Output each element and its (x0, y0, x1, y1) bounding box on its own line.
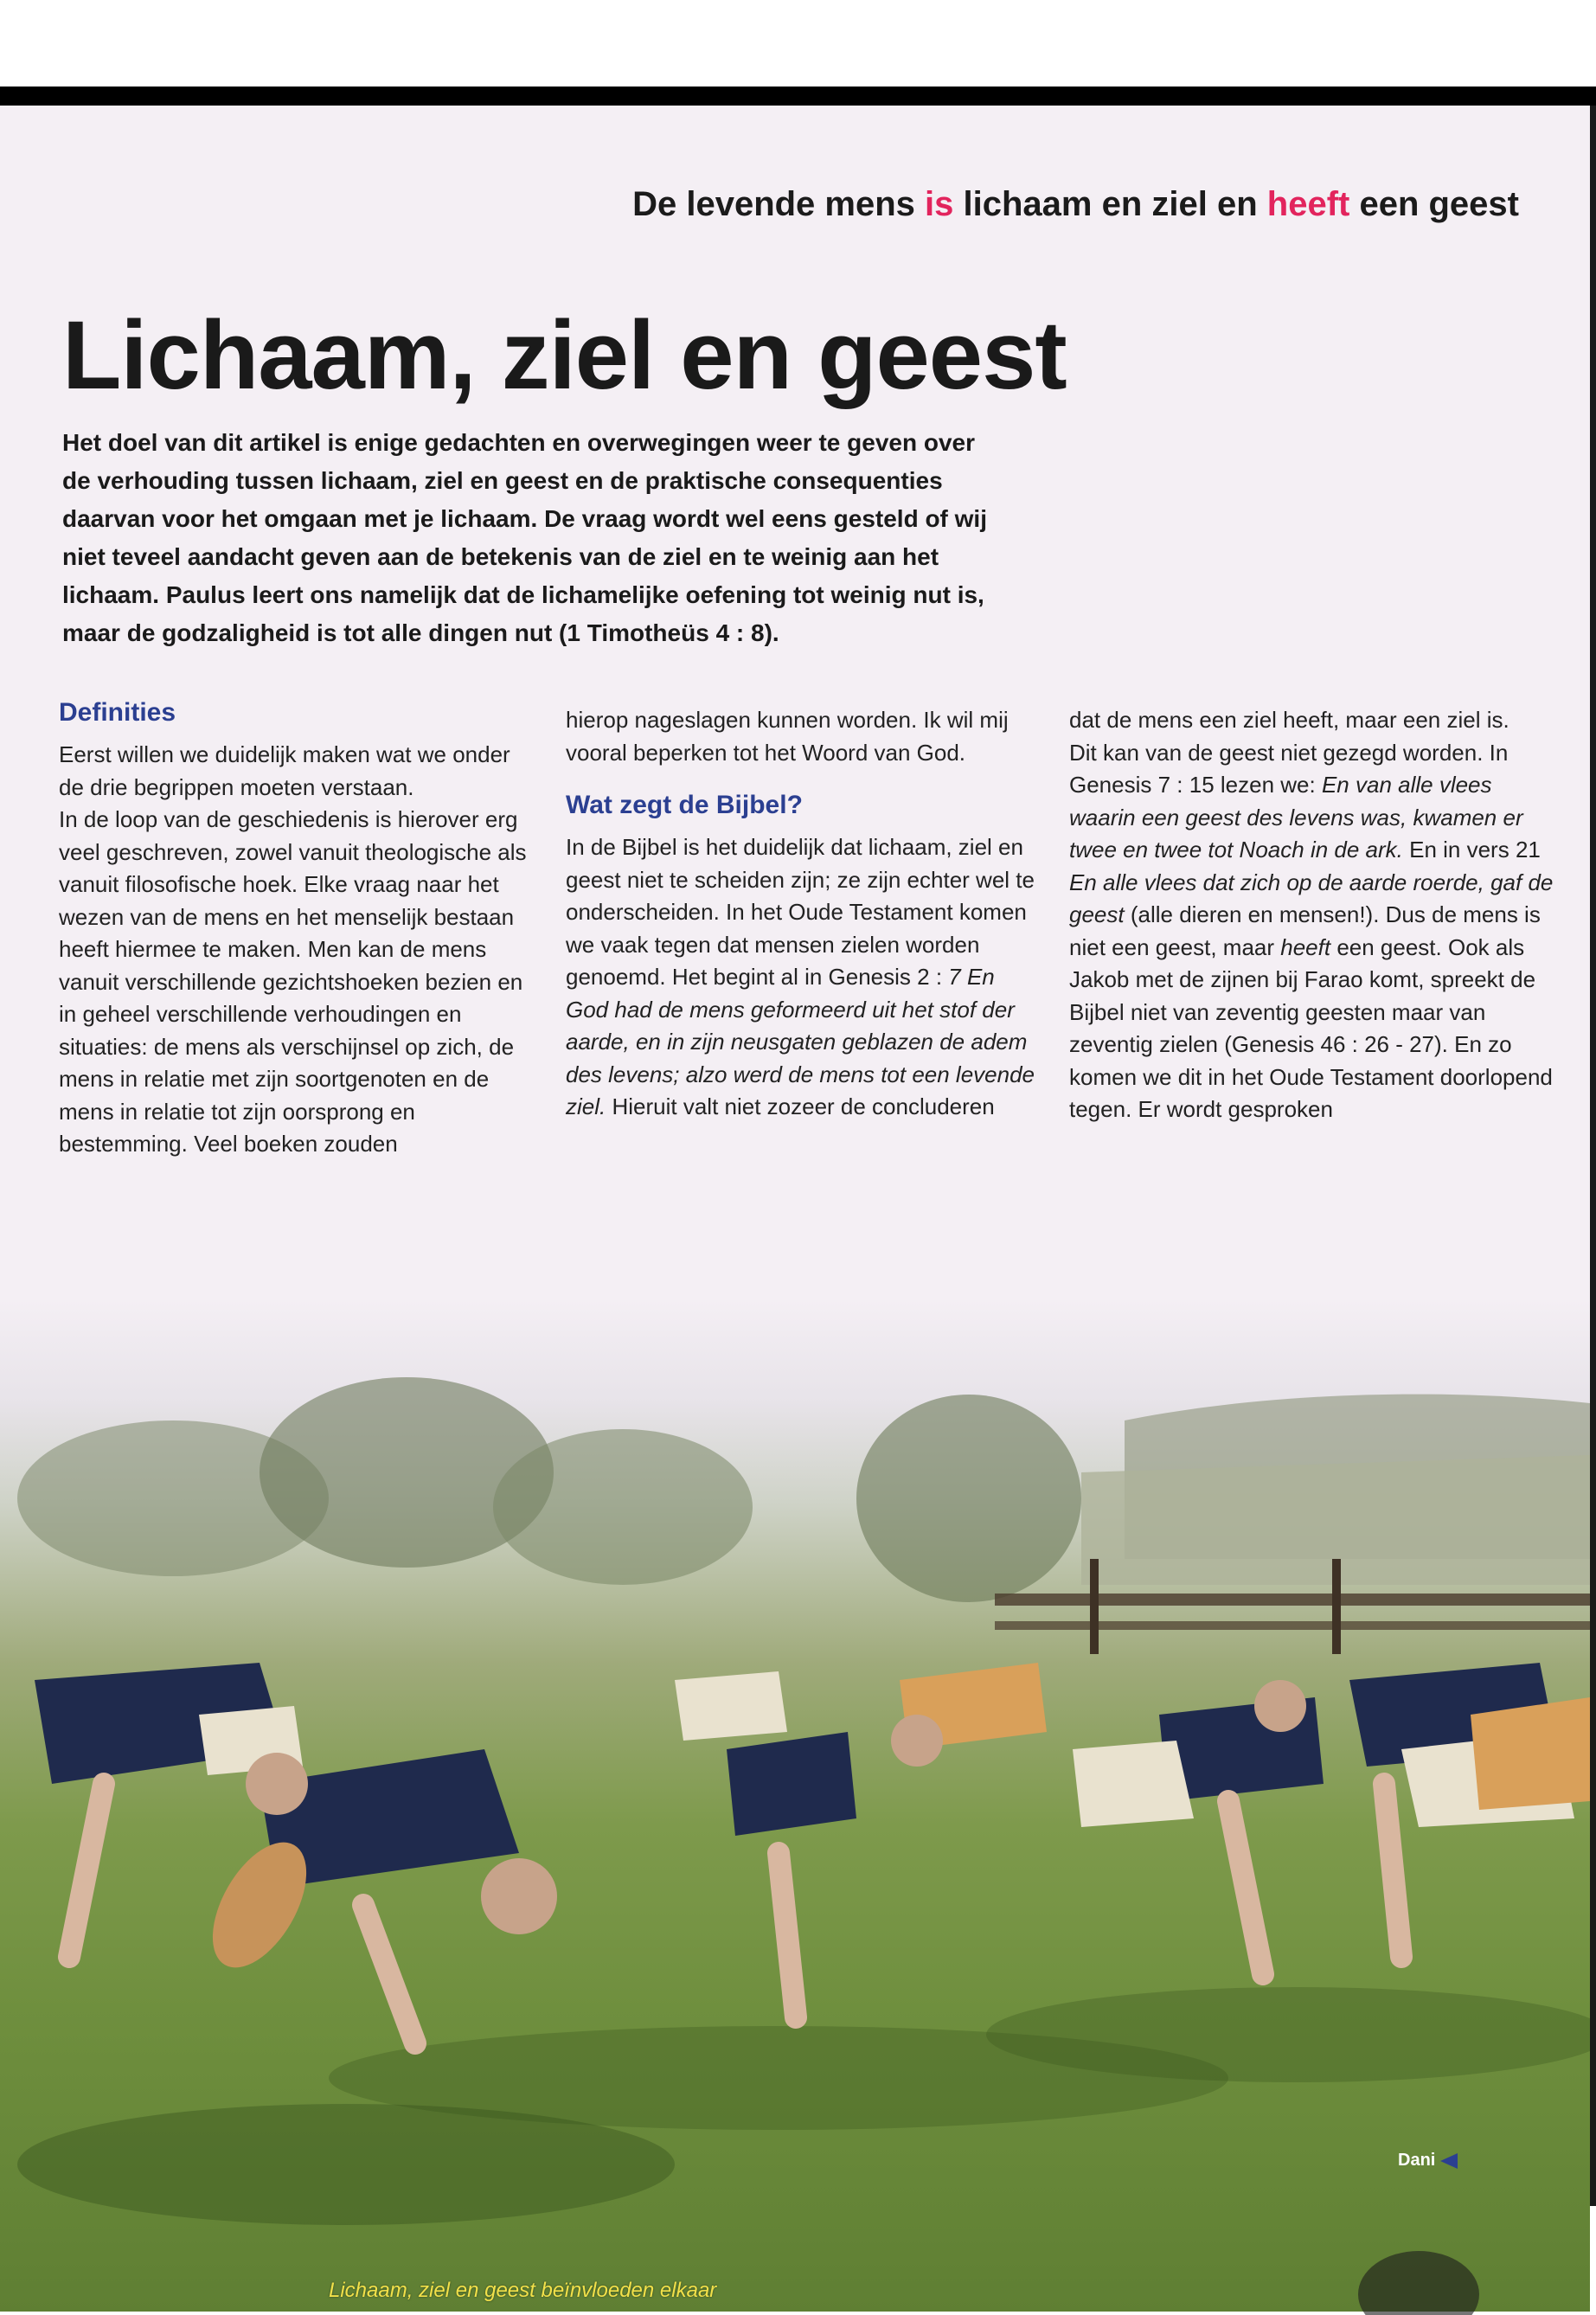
col3-text-a: Dit kan van de geest niet gezegd worden. In Genesis 7 : 15 lezen we: (1069, 739, 1509, 798)
exercise-photo (0, 1299, 1590, 2312)
col2-text-b: Hieruit valt niet zozeer de concluderen (606, 1093, 995, 1119)
arrow-left-icon (1440, 2153, 1458, 2169)
col3-paragraph-2 (1069, 737, 1554, 1126)
heading-definities: Definities (59, 698, 176, 727)
photo-caption: Lichaam, ziel en geest beïnvloeden elkaar (329, 2279, 717, 2302)
col2-paragraph-2 (566, 831, 1042, 1124)
kicker-part1: De levende mens (632, 185, 926, 223)
intro-paragraph: Het doel van dit artikel is enige gedachten en overwegingen weer te geven over de verhouding tussen lichaam, ziel en geest en de praktische consequenties daarvan voor het omgaan met je lichaam. De vraag wordt wel eens gesteld of wij niet teveel aandacht geven aan de betekenis van de ziel en te weinig aan het lichaam. Paulus leert ons namelijk dat de lichamelijke oefening tot weinig nut is, maar de godzaligheid is tot alle dingen nut (1 Timotheüs 4 : 8). (62, 429, 987, 646)
col2-text-a: In de Bijbel is het duidelijk dat lichaam, ziel en geest niet te scheiden zijn; ze zijn echter wel te onderscheiden. In het Oude Testament komen we vaak tegen dat mensen zielen worden genoemd. Het begint al in Genesis 2 : (566, 834, 1035, 990)
genesis-7-15-quote: En van alle vlees waarin een geest des levens was, kwamen er twee en twee tot Noach in de ark. (1069, 772, 1523, 863)
heading-wat-zegt-de-bijbel: Wat zegt de Bijbel? (566, 791, 803, 819)
kicker-accent-heeft: heeft (1266, 185, 1350, 223)
column-3 (1069, 704, 1554, 1126)
genesis-2-7-quote: 7 En God had de mens geformeerd uit het stof der aarde, en in zijn neusgaten geblazen de adem des levens; alzo werd de mens tot een levende ziel. (566, 964, 1035, 1119)
kicker-part2: lichaam en ziel en (953, 185, 1267, 223)
col3-text-c: (alle dieren en mensen!). Dus de mens is niet een geest, maar (1069, 901, 1541, 960)
heeft-emphasis: heeft (1280, 933, 1331, 960)
col3-paragraph-1: dat de mens een ziel heeft, maar een ziel is. (1069, 707, 1509, 733)
kicker-accent-is: is (925, 185, 954, 223)
col3-text-b: En in vers 21 (1402, 837, 1541, 863)
col2-paragraph-1: hierop nageslagen kunnen worden. Ik wil mij vooral beperken tot het Woord van God. (566, 707, 1009, 766)
footer-tag (1398, 2151, 1458, 2171)
col1-paragraph-2: In de loop van de geschiedenis is hierover erg veel geschreven, zowel vanuit theologische als vanuit filosofische hoek. Elke vraag naar het wezen van de mens en het menselijk bestaan heeft hiermee te maken. Men kan de mens vanuit verschillende gezichtshoeken bezien en in geheel verschillende verhoudingen en situaties: de mens als verschijnsel op zich, de mens in relatie met zijn soortgenoten en de mens in relatie tot zijn oorsprong en bestemming. Veel boeken zouden (59, 806, 527, 1157)
page-title: Lichaam, ziel en geest (62, 301, 1067, 410)
exercise-photo-illustration (0, 1299, 1590, 2312)
col3-text-d: een geest. Ook als Jakob met de zijnen bij Farao komt, spreekt de Bijbel niet van zeventig geesten maar van zeventig zielen (Genesis 46 : 26 - 27). En zo komen we dit in het Oude Testament doorlopend tegen. Er wordt gesproken (1069, 933, 1553, 1122)
column-1 (59, 696, 535, 1161)
footer-text: Dani (1398, 2151, 1436, 2170)
right-edge-bar (1590, 106, 1596, 2206)
kicker-part3: een geest (1349, 185, 1519, 223)
genesis-7-21-quote: En alle vlees dat zich op de aarde roerde, gaf de geest (1069, 869, 1554, 927)
kicker (632, 185, 1519, 224)
col1-paragraph-1: Eerst willen we duidelijk maken wat we onder de drie begrippen moeten verstaan. (59, 741, 510, 800)
top-black-bar (0, 87, 1596, 106)
column-2 (566, 704, 1042, 1124)
magazine-page (0, 106, 1590, 2302)
